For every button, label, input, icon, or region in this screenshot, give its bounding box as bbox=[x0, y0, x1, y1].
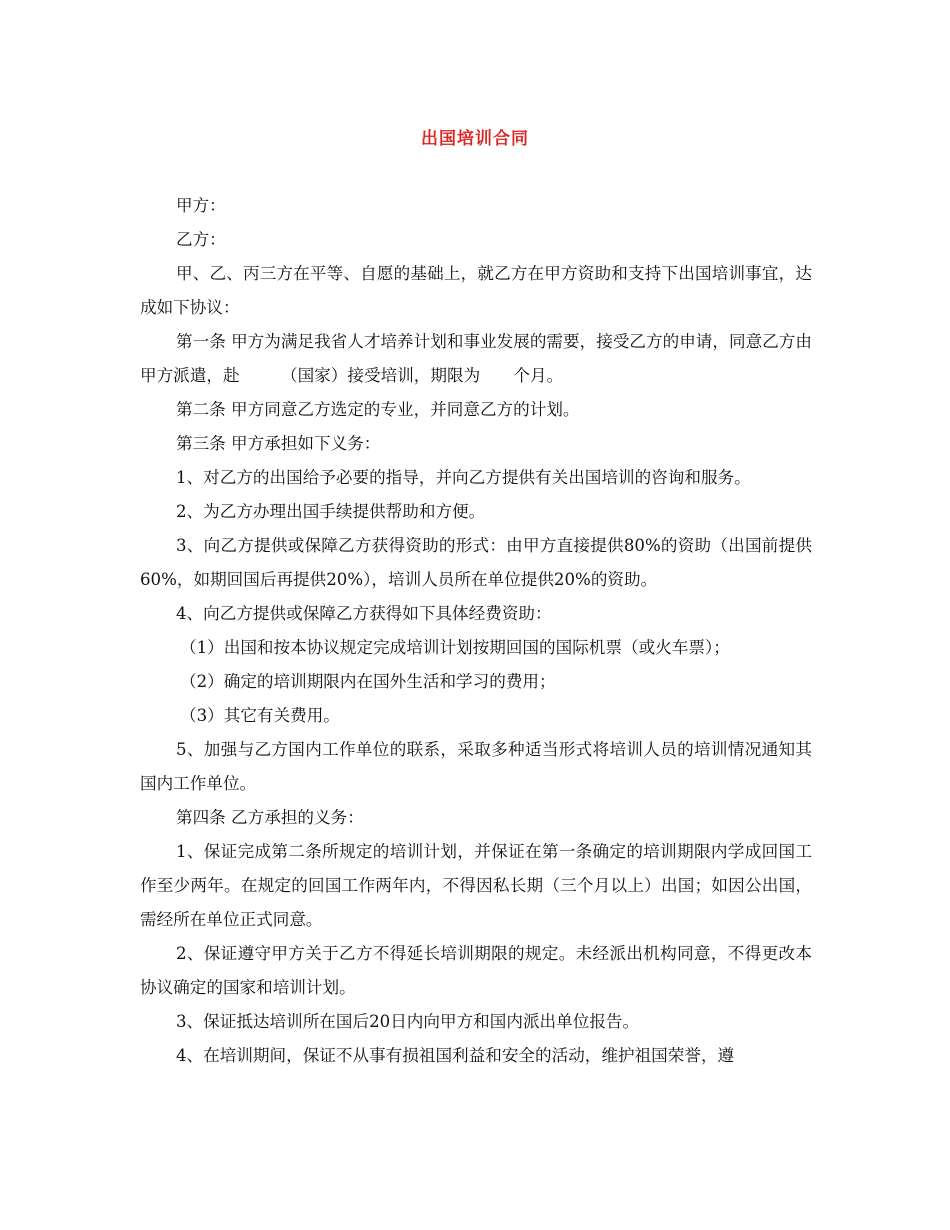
article-4-item-4: 4、在培训期间，保证不从事有损祖国利益和安全的活动，维护祖国荣誉，遵 bbox=[176, 1046, 735, 1065]
article-3-item-4-sub-1: （1）出国和按本协议规定完成培训计划按期回国的国际机票（或火车票）； bbox=[180, 638, 730, 657]
article-3-item-4: 4、向乙方提供或保障乙方获得如下具体经费资助： bbox=[176, 604, 552, 623]
article-3-item-4-sub-2: （2）确定的培训期限内在国外生活和学习的费用； bbox=[180, 672, 556, 691]
document-title: 出国培训合同 bbox=[421, 129, 529, 149]
article-2-paragraph: 第二条 甲方同意乙方选定的专业，并同意乙方的计划。 bbox=[176, 400, 580, 419]
party-a-line: 甲方： bbox=[176, 196, 226, 215]
article-3-item-2: 2、为乙方办理出国手续提供帮助和方便。 bbox=[176, 502, 486, 521]
article-3-item-3: 3、向乙方提供或保障乙方获得资助的形式：由甲方直接提供80%的资助（出国前提供60%，如期回国后再提供20%），培训人员所在单位提供20%的资助。 bbox=[140, 536, 812, 589]
party-b-line: 乙方： bbox=[176, 230, 226, 249]
article-4-item-1: 1、保证完成第二条所规定的培训计划，并保证在第一条确定的培训期限内学成回国工作至少两年。在规定的回国工作两年内，不得因私长期（三个月以上）出国；如因公出国，需经所在单位正式同意。 bbox=[140, 842, 812, 929]
article-4-item-3: 3、保证抵达培训所在国后20日内向甲方和国内派出单位报告。 bbox=[176, 1012, 640, 1031]
preamble-paragraph: 甲、乙、丙三方在平等、自愿的基础上，就乙方在甲方资助和支持下出国培训事宜，达成如下协议： bbox=[140, 264, 812, 317]
article-3-item-4-sub-3: （3）其它有关费用。 bbox=[180, 706, 340, 725]
article-1-paragraph: 第一条 甲方为满足我省人才培养计划和事业发展的需要，接受乙方的申请，同意乙方由甲方派遣，赴 （国家）接受培训，期限为 个月。 bbox=[140, 332, 812, 385]
article-4-heading: 第四条 乙方承担的义务： bbox=[176, 808, 364, 827]
article-3-item-1: 1、对乙方的出国给予必要的指导，并向乙方提供有关出国培训的咨询和服务。 bbox=[176, 468, 751, 487]
article-3-item-5: 5、加强与乙方国内工作单位的联系，采取多种适当形式将培训人员的培训情况通知其国内工作单位。 bbox=[140, 740, 812, 793]
document-body bbox=[140, 189, 812, 1073]
article-4-item-2: 2、保证遵守甲方关于乙方不得延长培训期限的规定。未经派出机构同意，不得更改本协议确定的国家和培训计划。 bbox=[140, 944, 812, 997]
article-3-heading: 第三条 甲方承担如下义务： bbox=[176, 434, 381, 453]
